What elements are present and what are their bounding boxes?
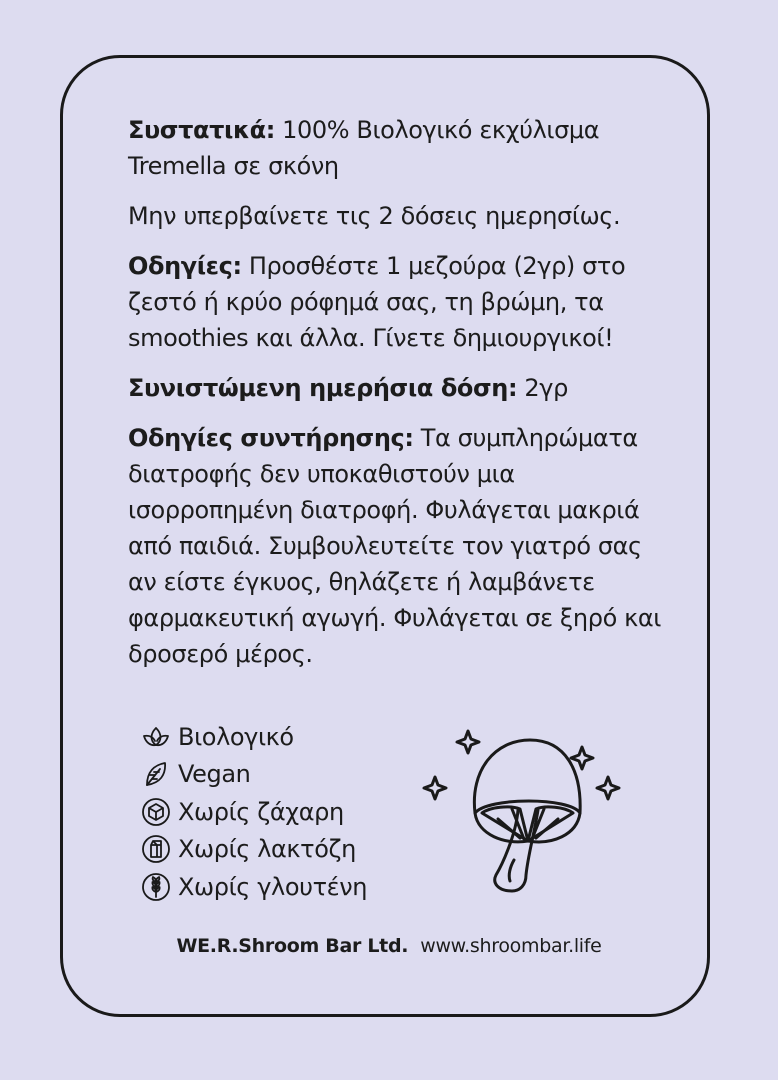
footer (0, 935, 778, 957)
feature-lactose-free (140, 831, 367, 869)
storage-paragraph (128, 420, 673, 672)
feature-sugar-free (140, 793, 367, 831)
feature-list (140, 718, 367, 906)
storage-heading: Οδηγίες συντήρησης: (128, 424, 414, 452)
website-link[interactable]: www.shroombar.life (420, 935, 602, 957)
storage-text: Τα συμπληρώματα διατροφής δεν υποκαθιστούν μια ισορροπημένη διατροφή. Φυλάγεται μακριά από παιδιά. Συμβουλευτείτε τον γιατρό σας αν είστε έγκυος, θηλάζετε ή λαμβάνετε φαρμακευτική αγωγή. Φυλάγεται σε ξηρό και δροσερό μέρος. (128, 424, 661, 668)
feature-label: Χωρίς λακτόζη (178, 835, 356, 864)
dose-text: 2γρ (517, 374, 568, 402)
feature-organic (140, 718, 367, 756)
company-name: WE.R.Shroom Bar Ltd. (176, 935, 409, 957)
directions-paragraph (128, 248, 673, 356)
label-text (128, 112, 673, 686)
ingredients-heading: Συστατικά: (128, 116, 275, 144)
sugar-cube-icon (140, 796, 172, 828)
feature-label: Βιολογικό (178, 722, 294, 751)
mushroom-illustration (420, 725, 630, 915)
dosage-warning: Μην υπερβαίνετε τις 2 δόσεις ημερησίως. (128, 202, 621, 230)
milk-carton-icon (140, 833, 172, 865)
leaf-icon (140, 721, 172, 753)
feature-vegan (140, 756, 367, 794)
feature-label: Χωρίς γλουτένη (178, 872, 368, 901)
ingredients-text: 100% Βιολογικό εκχύλισμα Tremella σε σκόνη (128, 116, 600, 180)
vegan-leaf-icon (140, 758, 172, 790)
feature-label: Χωρίς ζάχαρη (178, 797, 344, 826)
feature-label: Vegan (178, 760, 251, 789)
ingredients-paragraph (128, 112, 673, 184)
feature-gluten-free (140, 868, 367, 906)
wheat-icon (140, 871, 172, 903)
directions-heading: Οδηγίες: (128, 252, 242, 280)
dose-heading: Συνιστώμενη ημερήσια δόση: (128, 374, 518, 402)
dose-paragraph (128, 370, 673, 406)
directions-text: Προσθέστε 1 μεζούρα (2γρ) στο ζεστό ή κρύο ρόφημά σας, τη βρώμη, τα smoothies και άλλα. Γίνετε δημιουργικοί! (128, 252, 626, 352)
